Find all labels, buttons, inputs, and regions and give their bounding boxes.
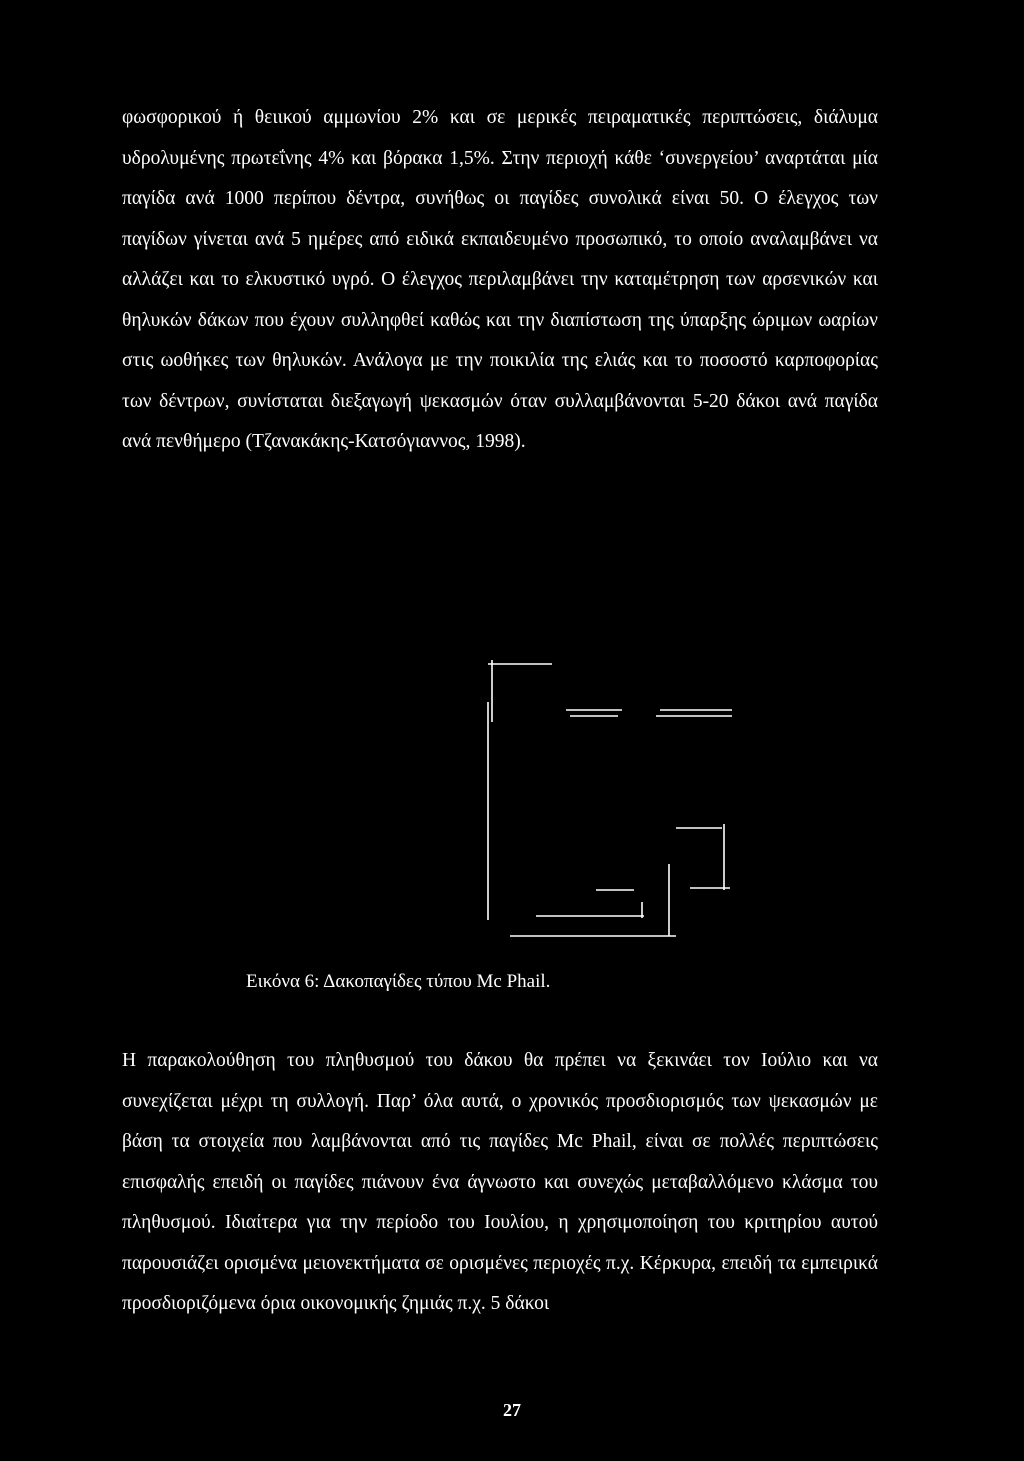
page-number: 27 <box>503 1400 521 1420</box>
trap-line-drawing <box>470 652 750 952</box>
paragraph-bottom: Η παρακολούθηση του πληθυσμού του δάκου θα πρέπει να ξεκινάει τον Ιούλιο και να συνεχίζεται μέχρι τη συλλογή. Παρ’ όλα αυτά, ο χρονικός προσδιορισμός των ψεκασμών με βάση τα στοιχεία που λαμβάνονται από τις παγίδες Mc Phail, είναι σε πολλές περιπτώσεις επισφαλής επειδή οι παγίδες πιάνουν ένα άγνωστο και συνεχώς μεταβαλλόμενο κλάσμα του πληθυσμού. Ιδιαίτερα για την περίοδο του Ιουλίου, η χρησιμοποίηση του κριτηρίου αυτού παρουσιάζει ορισμένα μειονεκτήματα σε ορισμένες περιοχές π.χ. Κέρκυρα, επειδή τα εμπειρικά προσδιοριζόμενα όρια οικονομικής ζημιάς π.χ. 5 δάκοι <box>122 1050 878 1314</box>
figure-mcphail-traps <box>470 652 750 952</box>
paragraph-top: φωσφορικού ή θειικού αμμωνίου 2% και σε μερικές πειραματικές περιπτώσεις, διάλυμα υδρολυμένης πρωτεΐνης 4% και βόρακα 1,5%. Στην περιοχή κάθε ‘συνεργείου’ αναρτάται μία παγίδα ανά 1000 περίπου δέντρα, συνήθως οι παγίδες συνολικά είναι 50. Ο έλεγχος των παγίδων γίνεται ανά 5 ημέρες από ειδικά εκπαιδευμένο προσωπικό, το οποίο αναλαμβάνει να αλλάζει και το ελκυστικό υγρό. Ο έλεγχος περιλαμβάνει την καταμέτρηση των αρσενικών και θηλυκών δάκων που έχουν συλληφθεί καθώς και την διαπίστωση της ύπαρξης ώριμων ωαρίων στις ωοθήκες των θηλυκών. Ανάλογα με την ποικιλία της ελιάς και το ποσοστό καρποφορίας των δέντρων, συνίσταται διεξαγωγή ψεκασμών όταν συλλαμβάνονται 5-20 δάκοι ανά παγίδα ανά πενθήμερο (Τζανακάκης-Κατσόγιαννος, 1998). <box>122 107 878 452</box>
figure-caption: Εικόνα 6: Δακοπαγίδες τύπου Mc Phail. <box>246 971 551 992</box>
